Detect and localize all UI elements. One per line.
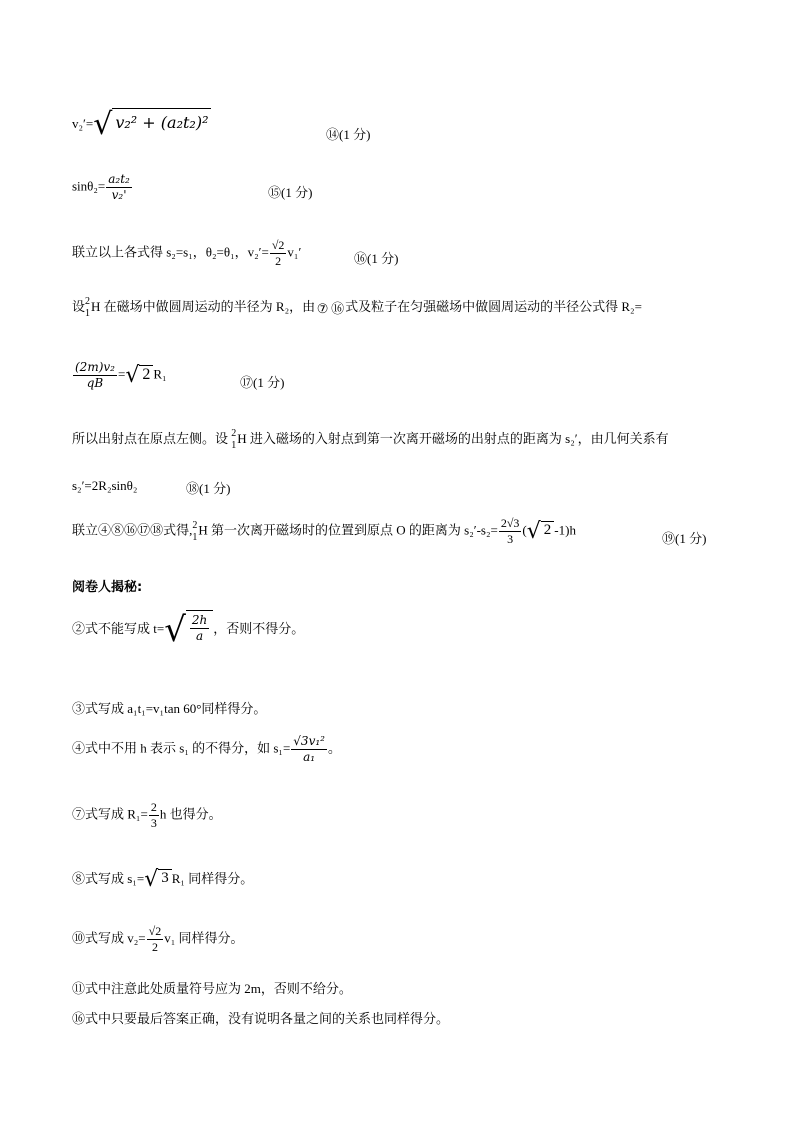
- eq15-lhs: sinθ₂=: [72, 178, 106, 194]
- note2-sqrt: √ $\frac{2h}{a}$: [164, 610, 213, 650]
- eq14-lhs: v₂′=: [72, 115, 94, 131]
- note10-fraction: $\frac{√2}{2}$: [148, 924, 162, 954]
- paragraph-exit-point: 所以出射点在原点左侧。设 2 1 H 进入磁场的入射点到第一次离开磁场的出射点的距离为 s₂′，由几何关系有: [72, 428, 669, 452]
- eq19-fraction: $\frac{2√3}{3}$: [500, 516, 520, 546]
- eq15-score: ⑮(1 分): [268, 185, 313, 200]
- note4-fraction: $\frac{\text{√3v₁²}}{\text{a₁}}$: [293, 734, 325, 764]
- eq14-radicand: v₂² + (a₂t₂)²: [112, 108, 211, 142]
- equation-15: [72, 172, 133, 203]
- equation-19: 联立④⑧⑯⑰⑱式得, 2 1 H 第一次离开磁场时的位置到原点 O 的距离为 s₂′-s₂= $\frac{2√3}{3}$ ( √ 2 -1)h: [72, 516, 576, 546]
- note-3: ③式写成 a₁t₁=v₁tan 60°同样得分。: [72, 701, 267, 716]
- eq17-fraction: $\frac{\text{(2m)v₂}}{qB}$: [75, 360, 115, 390]
- note-16: ⑯式中只要最后答案正确，没有说明各量之间的关系也同样得分。: [72, 1011, 450, 1026]
- eq14-marker: ⑭: [326, 127, 340, 142]
- equation-16: 联立以上各式得 s₂=s₁，θ₂=θ₁，v₂′= $\frac{√2}{2}$ v₁′: [72, 238, 302, 268]
- deuteron-symbol-2: 2 1: [231, 428, 237, 452]
- note-8: ⑧式写成 s₁= √ 3 R₁ 同样得分。: [72, 867, 254, 893]
- equation-17: $\frac{\text{(2m)v₂}}{qB}$ = √ 2 R₁: [75, 360, 167, 390]
- note-2: ②式不能写成 t= √ $\frac{2h}{a}$ ，否则不得分。: [72, 610, 305, 650]
- eq14-score: ⑭(1 分): [326, 127, 371, 142]
- note8-sqrt: √ 3: [144, 869, 172, 891]
- eq19-score: ⑲(1 分): [662, 531, 707, 546]
- eq17-sqrt: √ 2: [125, 365, 153, 387]
- reviewer-heading: 阅卷人揭秘:: [72, 580, 143, 595]
- note-11: ⑪式中注意此处质量符号应为 2m，否则不给分。: [72, 981, 352, 996]
- equation-18: s₂′=2R₂sinθ₂: [72, 478, 138, 493]
- deuteron-symbol-3: 2 1: [192, 519, 198, 543]
- equation-14: [72, 108, 211, 142]
- note7-fraction: $\frac{2}{3}$: [150, 800, 157, 830]
- eq19-sqrt: √ 2: [527, 521, 555, 543]
- note-7: ⑦式写成 R₁= $\frac{2}{3}$ h 也得分。: [72, 800, 222, 830]
- eq15-fraction: $\frac{\text{a₂t₂}}{\text{v₂'}}$: [108, 172, 130, 202]
- note-10: ⑩式写成 v₂= $\frac{√2}{2}$ v₁ 同样得分。: [72, 924, 244, 954]
- eq18-score: ⑱(1 分): [186, 481, 231, 496]
- note-4: ④式中不用 h 表示 s₁ 的不得分，如 s₁= $\frac{\text{√3v₁²}}{\text{a₁}}$ 。: [72, 734, 341, 764]
- deuteron-symbol: 2 1: [85, 296, 91, 320]
- eq17-score: ⑰(1 分): [240, 375, 285, 390]
- eq16-fraction: $\frac{√2}{2}$: [271, 238, 285, 268]
- paragraph-radius-r2: 设 2 1 H 在磁场中做圆周运动的半径为 R₂，由 ⑦ ⑯式及粒子在匀强磁场中做圆周运动的半径公式得 R₂=: [72, 296, 642, 320]
- eq16-score: ⑯(1 分): [354, 251, 399, 266]
- eq14-sqrt: √ v₂² + (a₂t₂)²: [93, 108, 211, 142]
